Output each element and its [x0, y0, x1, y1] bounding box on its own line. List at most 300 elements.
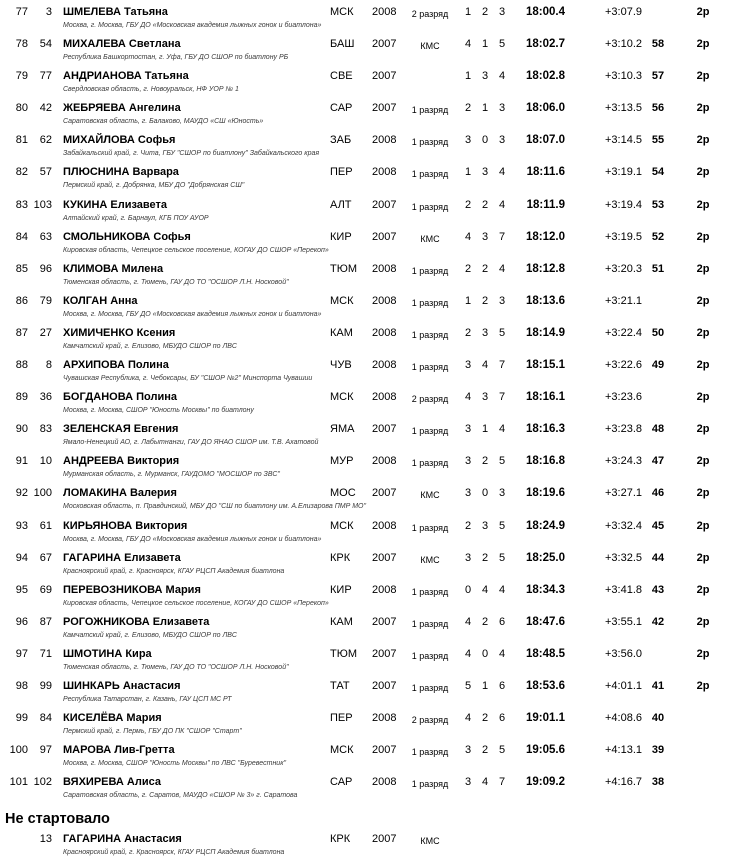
grade-achieved-cell: 2р [696, 519, 710, 532]
penalty-total-cell: 5 [498, 455, 506, 468]
birth-year-cell: 2007 [372, 551, 397, 564]
bib-number-cell: 10 [39, 455, 52, 468]
birth-year-cell: 2008 [372, 519, 397, 532]
points-cell: 39 [651, 744, 665, 757]
birth-year-cell: 2008 [372, 776, 397, 789]
penalty-total-cell: 4 [498, 70, 506, 83]
sport-rank-cell: 1 разряд [411, 682, 449, 693]
bib-number-cell: 69 [39, 583, 52, 596]
penalty-prone-cell: 1 [464, 166, 472, 179]
points-cell: 57 [651, 70, 665, 83]
birth-year-cell: 2007 [372, 423, 397, 436]
time-behind-cell: +3:41.8 [604, 583, 642, 596]
sport-rank-cell: 1 разряд [411, 137, 449, 148]
time-behind-cell: +3:21.1 [604, 294, 642, 307]
athlete-club: Москва, г. Москва, ГБУ ДО «Московская академия лыжных гонок и биатлона» [63, 310, 322, 318]
result-row [0, 132, 750, 164]
place-cell: 90 [15, 423, 28, 436]
sport-rank-cell: 1 разряд [411, 458, 449, 469]
result-row [0, 36, 750, 68]
grade-achieved-cell: 2р [696, 551, 710, 564]
place-cell: 78 [15, 38, 28, 51]
athlete-name: МИХАЙЛОВА Софья [63, 134, 176, 147]
points-cell: 45 [651, 519, 665, 532]
bib-number-cell: 71 [39, 647, 52, 660]
penalty-standing-cell: 2 [481, 551, 489, 564]
birth-year-cell: 2007 [372, 833, 397, 846]
birth-year-cell: 2008 [372, 359, 397, 372]
points-cell: 38 [651, 776, 665, 789]
birth-year-cell: 2007 [372, 70, 397, 83]
result-time-cell: 18:16.8 [525, 455, 565, 468]
region-code-cell: МСК [330, 294, 354, 307]
region-code-cell: ЗАБ [330, 134, 352, 147]
penalty-prone-cell: 3 [464, 423, 472, 436]
sport-rank-cell: 1 разряд [411, 522, 449, 533]
result-time-cell: 18:25.0 [525, 551, 565, 564]
result-time-cell: 18:53.6 [525, 679, 565, 692]
penalty-standing-cell: 4 [481, 583, 489, 596]
place-cell: 96 [15, 615, 28, 628]
birth-year-cell: 2008 [372, 294, 397, 307]
athlete-club: Москва, г. Москва, СШОР "Юность Москвы" по ЛВС "Буревестник" [63, 760, 286, 768]
region-code-cell: ПЕР [330, 712, 353, 725]
penalty-prone-cell: 4 [464, 38, 472, 51]
region-code-cell: МСК [330, 519, 354, 532]
birth-year-cell: 2007 [372, 38, 397, 51]
athlete-club: Республика Татарстан, г. Казань, ГАУ ЦСП МС РТ [63, 695, 232, 703]
place-cell: 97 [15, 647, 28, 660]
result-row [0, 710, 750, 742]
penalty-standing-cell: 2 [481, 712, 489, 725]
grade-achieved-cell: 2р [696, 583, 710, 596]
place-cell: 83 [15, 198, 28, 211]
penalty-prone-cell: 1 [464, 294, 472, 307]
sport-rank-cell: 1 разряд [411, 586, 449, 597]
penalty-standing-cell: 2 [481, 744, 489, 757]
place-cell: 88 [15, 359, 28, 372]
penalty-prone-cell: 2 [464, 262, 472, 275]
place-cell: 81 [15, 134, 28, 147]
result-row [0, 357, 750, 389]
sport-rank-cell: 1 разряд [411, 779, 449, 790]
birth-year-cell: 2008 [372, 712, 397, 725]
place-cell: 79 [15, 70, 28, 83]
athlete-name: ШИНКАРЬ Анастасия [63, 679, 181, 692]
bib-number-cell: 102 [33, 776, 52, 789]
bib-number-cell: 62 [39, 134, 52, 147]
grade-achieved-cell: 2р [696, 166, 710, 179]
bib-number-cell: 97 [39, 744, 52, 757]
athlete-name: ЗЕЛЕНСКАЯ Евгения [63, 423, 179, 436]
result-time-cell: 18:48.5 [525, 647, 565, 660]
grade-achieved-cell: 2р [696, 326, 710, 339]
grade-achieved-cell: 2р [696, 6, 710, 18]
result-row [0, 453, 750, 485]
region-code-cell: ТЮМ [330, 647, 357, 660]
birth-year-cell: 2007 [372, 487, 397, 500]
birth-year-cell: 2008 [372, 134, 397, 147]
result-row [0, 325, 750, 357]
place-cell: 84 [15, 230, 28, 243]
time-behind-cell: +3:22.6 [604, 359, 642, 372]
birth-year-cell: 2008 [372, 326, 397, 339]
points-cell: 44 [651, 551, 665, 564]
sport-rank-cell: КМС [420, 836, 440, 847]
points-cell: 43 [651, 583, 665, 596]
penalty-standing-cell: 3 [481, 391, 489, 404]
region-code-cell: КИР [330, 583, 352, 596]
birth-year-cell: 2008 [372, 6, 397, 18]
time-behind-cell: +3:10.3 [604, 70, 642, 83]
sport-rank-cell: 1 разряд [411, 329, 449, 340]
result-row [0, 742, 750, 774]
athlete-club: Ямало-Ненецкий АО, г. Лабытнанги, ГАУ ДО ЯНАО СШОР им. Т.В. Ахатовой [63, 439, 319, 447]
athlete-name: МАРОВА Лив-Гретта [63, 744, 175, 757]
points-cell: 58 [651, 38, 665, 51]
penalty-standing-cell: 3 [481, 230, 489, 243]
birth-year-cell: 2008 [372, 455, 397, 468]
points-cell: 50 [651, 326, 665, 339]
athlete-name: КОЛГАН Анна [63, 294, 138, 307]
sport-rank-cell: 2 разряд [411, 715, 449, 726]
sport-rank-cell: КМС [420, 41, 440, 52]
penalty-prone-cell: 3 [464, 134, 472, 147]
place-cell: 82 [15, 166, 28, 179]
bib-number-cell: 36 [39, 391, 52, 404]
penalty-standing-cell: 3 [481, 326, 489, 339]
result-time-cell: 18:16.1 [525, 391, 565, 404]
result-time-cell: 18:07.0 [525, 134, 565, 147]
place-cell: 89 [15, 391, 28, 404]
points-cell: 56 [651, 102, 665, 115]
penalty-standing-cell: 3 [481, 166, 489, 179]
result-row [0, 774, 750, 806]
penalty-prone-cell: 3 [464, 744, 472, 757]
result-row [0, 197, 750, 229]
bib-number-cell: 13 [39, 833, 52, 846]
grade-achieved-cell: 2р [696, 391, 710, 404]
penalty-total-cell: 4 [498, 423, 506, 436]
region-code-cell: КИР [330, 230, 352, 243]
region-code-cell: ТЮМ [330, 262, 357, 275]
penalty-standing-cell: 1 [481, 38, 489, 51]
grade-achieved-cell: 2р [696, 70, 710, 83]
grade-achieved-cell: 2р [696, 102, 710, 115]
result-row [0, 389, 750, 421]
points-cell: 41 [651, 679, 665, 692]
grade-achieved-cell: 2р [696, 230, 710, 243]
grade-achieved-cell: 2р [696, 455, 710, 468]
grade-achieved-cell: 2р [696, 262, 710, 275]
penalty-total-cell: 5 [498, 38, 506, 51]
region-code-cell: САР [330, 102, 353, 115]
result-time-cell: 18:02.8 [525, 70, 565, 83]
place-cell: 85 [15, 262, 28, 275]
place-cell: 100 [9, 744, 28, 757]
penalty-standing-cell: 1 [481, 679, 489, 692]
grade-achieved-cell: 2р [696, 134, 710, 147]
penalty-standing-cell: 2 [481, 262, 489, 275]
time-behind-cell: +3:23.6 [604, 391, 642, 404]
bib-number-cell: 57 [39, 166, 52, 179]
birth-year-cell: 2007 [372, 198, 397, 211]
time-behind-cell: +4:01.1 [604, 679, 642, 692]
sport-rank-cell: 1 разряд [411, 297, 449, 308]
sport-rank-cell: 1 разряд [411, 105, 449, 116]
birth-year-cell: 2007 [372, 744, 397, 757]
points-cell: 46 [651, 487, 665, 500]
grade-achieved-cell: 2р [696, 423, 710, 436]
athlete-name: АНДРЕЕВА Виктория [63, 455, 180, 468]
sport-rank-cell: 1 разряд [411, 362, 449, 373]
athlete-club: Республика Башкортостан, г. Уфа, ГБУ ДО СШОР по биатлону РБ [63, 54, 289, 62]
place-cell: 93 [15, 519, 28, 532]
place-cell: 80 [15, 102, 28, 115]
result-time-cell: 18:34.3 [525, 583, 565, 596]
region-code-cell: МУР [330, 455, 354, 468]
place-cell: 95 [15, 583, 28, 596]
sport-rank-cell: 1 разряд [411, 201, 449, 212]
penalty-total-cell: 5 [498, 551, 506, 564]
region-code-cell: СВЕ [330, 70, 353, 83]
athlete-club: Москва, г. Москва, ГБУ ДО «Московская академия лыжных гонок и биатлона» [63, 535, 322, 543]
penalty-prone-cell: 2 [464, 102, 472, 115]
region-code-cell: ЯМА [330, 423, 355, 436]
grade-achieved-cell: 2р [696, 294, 710, 307]
result-row [0, 646, 750, 678]
penalty-standing-cell: 0 [481, 647, 489, 660]
points-cell: 52 [651, 230, 665, 243]
bib-number-cell: 54 [39, 38, 52, 51]
points-cell: 53 [651, 198, 665, 211]
athlete-club: Красноярский край, г. Красноярск, КГАУ РЦСП Академия биатлона [63, 849, 285, 857]
sport-rank-cell: КМС [420, 233, 440, 244]
place-cell: 91 [15, 455, 28, 468]
birth-year-cell: 2007 [372, 230, 397, 243]
result-time-cell: 18:11.6 [526, 166, 565, 179]
time-behind-cell: +3:07.9 [604, 6, 642, 18]
result-row [0, 4, 750, 36]
penalty-prone-cell: 1 [464, 6, 472, 18]
sport-rank-cell: 1 разряд [411, 169, 449, 180]
result-time-cell: 19:05.6 [525, 744, 565, 757]
result-row [0, 582, 750, 614]
penalty-prone-cell: 3 [464, 487, 472, 500]
penalty-standing-cell: 1 [481, 102, 489, 115]
athlete-club: Красноярский край, г. Красноярск, КГАУ РЦСП Академия биатлона [63, 567, 285, 575]
region-code-cell: КАМ [330, 615, 353, 628]
athlete-club: Тюменская область, г. Тюмень, ГАУ ДО ТО "ОСШОР Л.Н. Носковой" [63, 278, 289, 286]
penalty-standing-cell: 0 [481, 487, 489, 500]
place-cell: 92 [15, 487, 28, 500]
bib-number-cell: 3 [45, 6, 52, 18]
result-row [0, 164, 750, 196]
athlete-name: МИХАЛЕВА Светлана [63, 38, 181, 51]
result-time-cell: 18:47.6 [525, 615, 565, 628]
athlete-name: АНДРИАНОВА Татьяна [63, 70, 189, 83]
penalty-standing-cell: 0 [481, 134, 489, 147]
region-code-cell: ПЕР [330, 166, 353, 179]
bib-number-cell: 99 [39, 679, 52, 692]
region-code-cell: САР [330, 776, 353, 789]
penalty-standing-cell: 4 [481, 776, 489, 789]
penalty-total-cell: 4 [498, 647, 506, 660]
athlete-club: Саратовская область, г. Балаково, МАУДО «СШ «Юность» [63, 118, 264, 126]
penalty-standing-cell: 2 [481, 198, 489, 211]
not-started-heading: Не стартовало [5, 811, 110, 828]
place-cell: 99 [15, 712, 28, 725]
penalty-total-cell: 4 [498, 583, 506, 596]
athlete-name: КЛИМОВА Милена [63, 262, 164, 275]
region-code-cell: МОС [330, 487, 356, 500]
penalty-total-cell: 5 [498, 326, 506, 339]
time-behind-cell: +3:13.5 [604, 102, 642, 115]
penalty-prone-cell: 3 [464, 776, 472, 789]
region-code-cell: БАШ [330, 38, 355, 51]
athlete-name: ВЯХИРЕВА Алиса [63, 776, 161, 789]
penalty-total-cell: 3 [498, 294, 506, 307]
sport-rank-cell: КМС [420, 554, 440, 565]
athlete-name: ХИМИЧЕНКО Ксения [63, 326, 176, 339]
bib-number-cell: 96 [39, 262, 52, 275]
place-cell: 98 [15, 679, 28, 692]
penalty-prone-cell: 3 [464, 359, 472, 372]
birth-year-cell: 2007 [372, 102, 397, 115]
penalty-prone-cell: 2 [464, 198, 472, 211]
points-cell: 40 [651, 712, 665, 725]
result-row [0, 831, 750, 863]
bib-number-cell: 83 [39, 423, 52, 436]
sport-rank-cell: КМС [420, 490, 440, 501]
bib-number-cell: 87 [39, 615, 52, 628]
bib-number-cell: 27 [39, 326, 52, 339]
penalty-standing-cell: 2 [481, 455, 489, 468]
bib-number-cell: 77 [39, 70, 52, 83]
penalty-total-cell: 7 [498, 391, 506, 404]
grade-achieved-cell: 2р [696, 38, 710, 51]
penalty-prone-cell: 3 [464, 455, 472, 468]
result-row [0, 68, 750, 100]
grade-achieved-cell: 2р [696, 615, 710, 628]
sport-rank-cell: 1 разряд [411, 426, 449, 437]
birth-year-cell: 2008 [372, 166, 397, 179]
penalty-total-cell: 6 [498, 615, 506, 628]
result-time-cell: 18:19.6 [525, 487, 565, 500]
time-behind-cell: +3:14.5 [604, 134, 642, 147]
region-code-cell: АЛТ [330, 198, 352, 211]
place-cell: 86 [15, 294, 28, 307]
penalty-total-cell: 3 [498, 134, 506, 147]
sport-rank-cell: 1 разряд [411, 650, 449, 661]
bib-number-cell: 84 [39, 712, 52, 725]
penalty-total-cell: 3 [498, 487, 506, 500]
result-time-cell: 19:01.1 [525, 712, 565, 725]
time-behind-cell: +3:19.4 [604, 198, 642, 211]
time-behind-cell: +3:32.4 [604, 519, 642, 532]
penalty-standing-cell: 3 [481, 70, 489, 83]
penalty-prone-cell: 4 [464, 391, 472, 404]
region-code-cell: МСК [330, 6, 354, 18]
grade-achieved-cell: 2р [696, 487, 710, 500]
athlete-club: Забайкальский край, г. Чита, ГБУ "СШОР по биатлону" Забайкальского края [63, 150, 320, 158]
place-cell: 101 [9, 776, 28, 789]
region-code-cell: ТАТ [330, 679, 350, 692]
time-behind-cell: +3:24.3 [604, 455, 642, 468]
region-code-cell: КРК [330, 833, 351, 846]
penalty-total-cell: 4 [498, 262, 506, 275]
grade-achieved-cell: 2р [696, 679, 710, 692]
penalty-prone-cell: 2 [464, 519, 472, 532]
result-time-cell: 19:09.2 [525, 776, 565, 789]
result-time-cell: 18:24.9 [525, 519, 565, 532]
bib-number-cell: 61 [39, 519, 52, 532]
sport-rank-cell: 2 разряд [411, 394, 449, 405]
birth-year-cell: 2008 [372, 262, 397, 275]
result-row [0, 100, 750, 132]
penalty-total-cell: 3 [498, 6, 506, 18]
athlete-name: РОГОЖНИКОВА Елизавета [63, 615, 210, 628]
result-row [0, 518, 750, 550]
athlete-name: КУКИНА Елизавета [63, 198, 168, 211]
athlete-club: Москва, г. Москва, ГБУ ДО «Московская академия лыжных гонок и биатлона» [63, 22, 322, 29]
time-behind-cell: +3:19.1 [604, 166, 642, 179]
time-behind-cell: +3:32.5 [604, 551, 642, 564]
athlete-name: ПЕРЕВОЗНИКОВА Мария [63, 583, 201, 596]
result-time-cell: 18:14.9 [525, 326, 565, 339]
result-time-cell: 18:15.1 [525, 359, 565, 372]
grade-achieved-cell: 2р [696, 198, 710, 211]
bib-number-cell: 67 [39, 551, 52, 564]
place-cell: 77 [15, 6, 28, 18]
athlete-club: Мурманская область, г. Мурманск, ГАУДОМО "МОСШОР по ЗВС" [63, 471, 280, 479]
penalty-standing-cell: 1 [481, 423, 489, 436]
penalty-standing-cell: 2 [481, 615, 489, 628]
time-behind-cell: +4:08.6 [604, 712, 642, 725]
points-cell: 55 [651, 134, 665, 147]
bib-number-cell: 100 [33, 487, 52, 500]
bib-number-cell: 42 [39, 102, 52, 115]
penalty-standing-cell: 2 [481, 6, 489, 18]
result-time-cell: 18:02.7 [525, 38, 565, 51]
athlete-club: Чувашская Республика, г. Чебоксары, БУ "СШОР №2" Минспорта Чувашии [63, 375, 313, 383]
penalty-total-cell: 3 [498, 102, 506, 115]
points-cell: 49 [651, 359, 665, 372]
birth-year-cell: 2007 [372, 615, 397, 628]
penalty-prone-cell: 4 [464, 647, 472, 660]
place-cell: 87 [15, 326, 28, 339]
penalty-total-cell: 6 [498, 712, 506, 725]
athlete-club: Свердловская область, г. Новоуральск, НФ УОР № 1 [63, 86, 239, 94]
bib-number-cell: 63 [39, 230, 52, 243]
penalty-prone-cell: 0 [464, 583, 472, 596]
athlete-name: БОГДАНОВА Полина [63, 391, 177, 404]
penalty-total-cell: 7 [498, 230, 506, 243]
region-code-cell: КАМ [330, 326, 353, 339]
time-behind-cell: +3:10.2 [604, 38, 642, 51]
birth-year-cell: 2008 [372, 583, 397, 596]
result-time-cell: 18:12.0 [525, 230, 565, 243]
athlete-club: Пермский край, г. Добрянка, МБУ ДО "Добрянская СШ" [63, 182, 245, 190]
athlete-club: Алтайский край, г. Барнаул, КГБ ПОУ АУОР [63, 214, 209, 222]
athlete-name: ШМОТИНА Кира [63, 647, 152, 660]
athlete-name: ГАГАРИНА Елизавета [63, 551, 181, 564]
penalty-standing-cell: 4 [481, 359, 489, 372]
athlete-club: Москва, г. Москва, СШОР "Юность Москвы" по биатлону [63, 407, 254, 415]
time-behind-cell: +3:23.8 [604, 423, 642, 436]
athlete-name: КИСЕЛЁВА Мария [63, 712, 162, 725]
athlete-name: ЛОМАКИНА Валерия [63, 487, 177, 500]
